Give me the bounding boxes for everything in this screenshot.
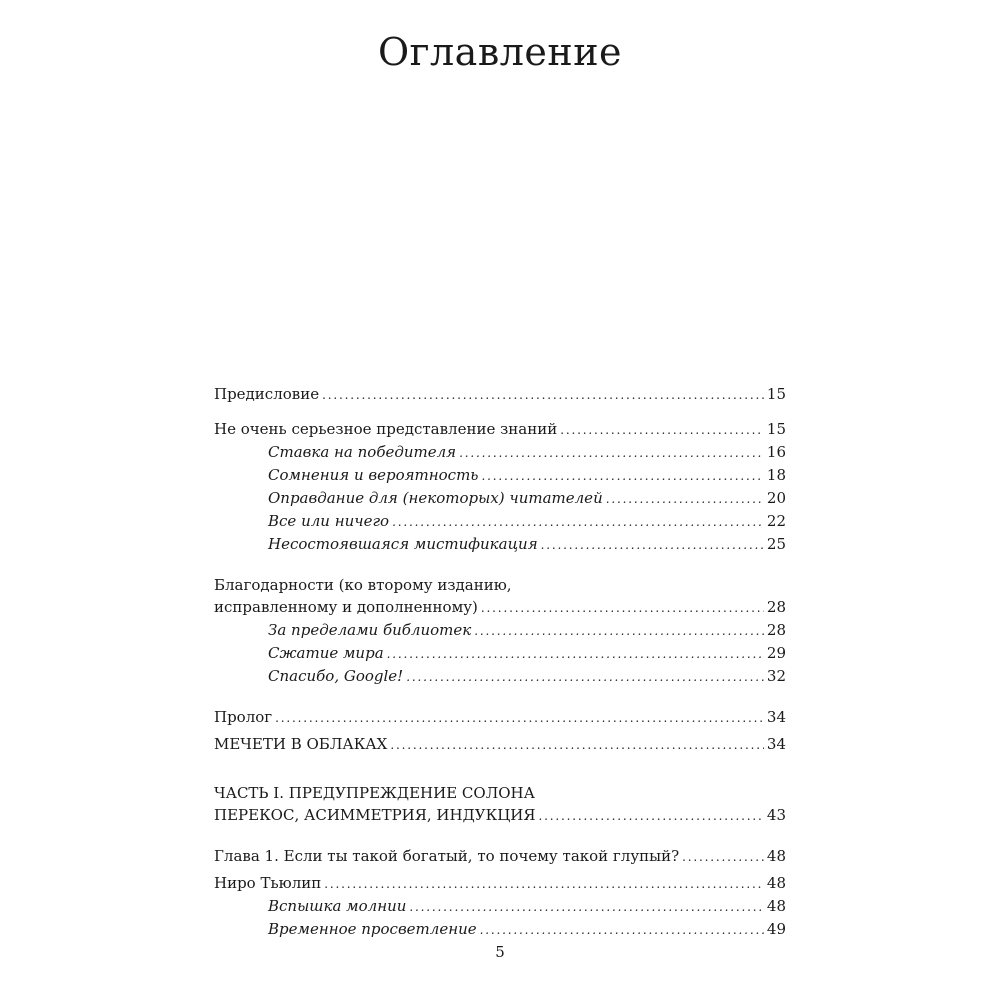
leader-dots bbox=[682, 846, 764, 868]
toc-entry-preface[interactable] bbox=[214, 383, 786, 406]
toc-subentry[interactable] bbox=[214, 665, 786, 688]
toc-entry-nero-tulip[interactable] bbox=[214, 872, 786, 895]
leader-dots bbox=[392, 511, 764, 533]
toc-entry-page: 25 bbox=[766, 535, 786, 553]
toc-entry-page: 34 bbox=[766, 735, 786, 753]
toc-entry-page: 15 bbox=[766, 420, 786, 438]
toc-subentry[interactable] bbox=[214, 895, 786, 918]
toc-entry-title: исправленному и дополненному) bbox=[214, 598, 478, 616]
toc-subentry[interactable] bbox=[214, 510, 786, 533]
toc-entry-title: Временное просветление bbox=[268, 920, 477, 938]
toc-entry-part-one[interactable] bbox=[214, 782, 786, 827]
leader-dots bbox=[480, 919, 764, 941]
leader-dots bbox=[275, 707, 764, 729]
toc-entry-title: Пролог bbox=[214, 708, 273, 726]
toc-entry-title: Ниро Тьюлип bbox=[214, 874, 322, 892]
toc-entry-title: Оправдание для (некоторых) читателей bbox=[268, 489, 603, 507]
toc-entry-prologue[interactable] bbox=[214, 706, 786, 729]
toc-entry-title: Вспышка молнии bbox=[268, 897, 407, 915]
leader-dots bbox=[481, 465, 763, 487]
toc-entry-title: Сжатие мира bbox=[268, 644, 384, 662]
toc-entry-page: 20 bbox=[766, 489, 786, 507]
toc-subentry[interactable] bbox=[214, 487, 786, 510]
toc-entry-page: 16 bbox=[766, 443, 786, 461]
leader-dots bbox=[322, 384, 764, 406]
toc-entry-title: Ставка на победителя bbox=[268, 443, 457, 461]
toc-subentry[interactable] bbox=[214, 441, 786, 464]
leader-dots bbox=[409, 896, 764, 918]
toc-entry-chapter-one[interactable] bbox=[214, 845, 786, 868]
toc-entry-page: 18 bbox=[766, 466, 786, 484]
leader-dots bbox=[324, 873, 764, 895]
toc-entry-title: Несостоявшаяся мистификация bbox=[268, 535, 538, 553]
toc-entry-intro[interactable] bbox=[214, 418, 786, 441]
toc-entry-page: 32 bbox=[766, 667, 786, 685]
leader-dots bbox=[474, 620, 764, 642]
toc-entry-page: 43 bbox=[766, 806, 786, 824]
toc-entry-title: МЕЧЕТИ В ОБЛАКАХ bbox=[214, 735, 388, 753]
leader-dots bbox=[541, 534, 764, 556]
toc-entry-acknowledgments[interactable] bbox=[214, 574, 786, 619]
toc-entry-title: Все или ничего bbox=[268, 512, 390, 530]
toc-subentry[interactable] bbox=[214, 619, 786, 642]
page-number: 5 bbox=[495, 943, 505, 961]
toc-entry-title-line1: ЧАСТЬ I. ПРЕДУПРЕЖДЕНИЕ СОЛОНА bbox=[214, 784, 535, 802]
toc-entry-page: 28 bbox=[766, 598, 786, 616]
toc-entry-page: 48 bbox=[766, 897, 786, 915]
toc-entry-title: ПЕРЕКОС, АСИММЕТРИЯ, ИНДУКЦИЯ bbox=[214, 806, 536, 824]
spacer bbox=[214, 756, 786, 782]
toc-entry-mosques[interactable] bbox=[214, 733, 786, 756]
toc-subentry[interactable] bbox=[214, 533, 786, 556]
toc-entry-page: 34 bbox=[766, 708, 786, 726]
leader-dots bbox=[406, 666, 764, 688]
toc-subentry[interactable] bbox=[214, 642, 786, 665]
toc-subentry[interactable] bbox=[214, 918, 786, 941]
toc-entry-page: 22 bbox=[766, 512, 786, 530]
toc-entry-title: Не очень серьезное представление знаний bbox=[214, 420, 558, 438]
leader-dots bbox=[606, 488, 764, 510]
table-of-contents bbox=[214, 383, 786, 941]
toc-entry-page: 48 bbox=[766, 874, 786, 892]
spacer bbox=[214, 688, 786, 706]
toc-entry-title: Спасибо, Google! bbox=[268, 667, 404, 685]
spacer bbox=[214, 827, 786, 845]
toc-entry-title: Глава 1. Если ты такой богатый, то почему такой глупый? bbox=[214, 847, 680, 865]
toc-subentry[interactable] bbox=[214, 464, 786, 487]
leader-dots bbox=[459, 442, 764, 464]
leader-dots bbox=[560, 419, 764, 441]
spacer bbox=[214, 406, 786, 418]
toc-entry-page: 48 bbox=[766, 847, 786, 865]
toc-entry-title: Сомнения и вероятность bbox=[268, 466, 479, 484]
leader-dots bbox=[481, 597, 764, 619]
page-title: Оглавление bbox=[377, 30, 623, 74]
spacer bbox=[214, 556, 786, 574]
toc-entry-page: 29 bbox=[766, 644, 786, 662]
leader-dots bbox=[390, 734, 764, 756]
toc-entry-title: За пределами библиотек bbox=[268, 621, 472, 639]
toc-entry-page: 49 bbox=[766, 920, 786, 938]
toc-entry-title-line1: Благодарности (ко второму изданию, bbox=[214, 576, 512, 594]
leader-dots bbox=[387, 643, 764, 665]
toc-entry-page: 28 bbox=[766, 621, 786, 639]
toc-entry-title: Предисловие bbox=[214, 385, 320, 403]
leader-dots bbox=[539, 805, 764, 827]
toc-entry-page: 15 bbox=[766, 385, 786, 403]
